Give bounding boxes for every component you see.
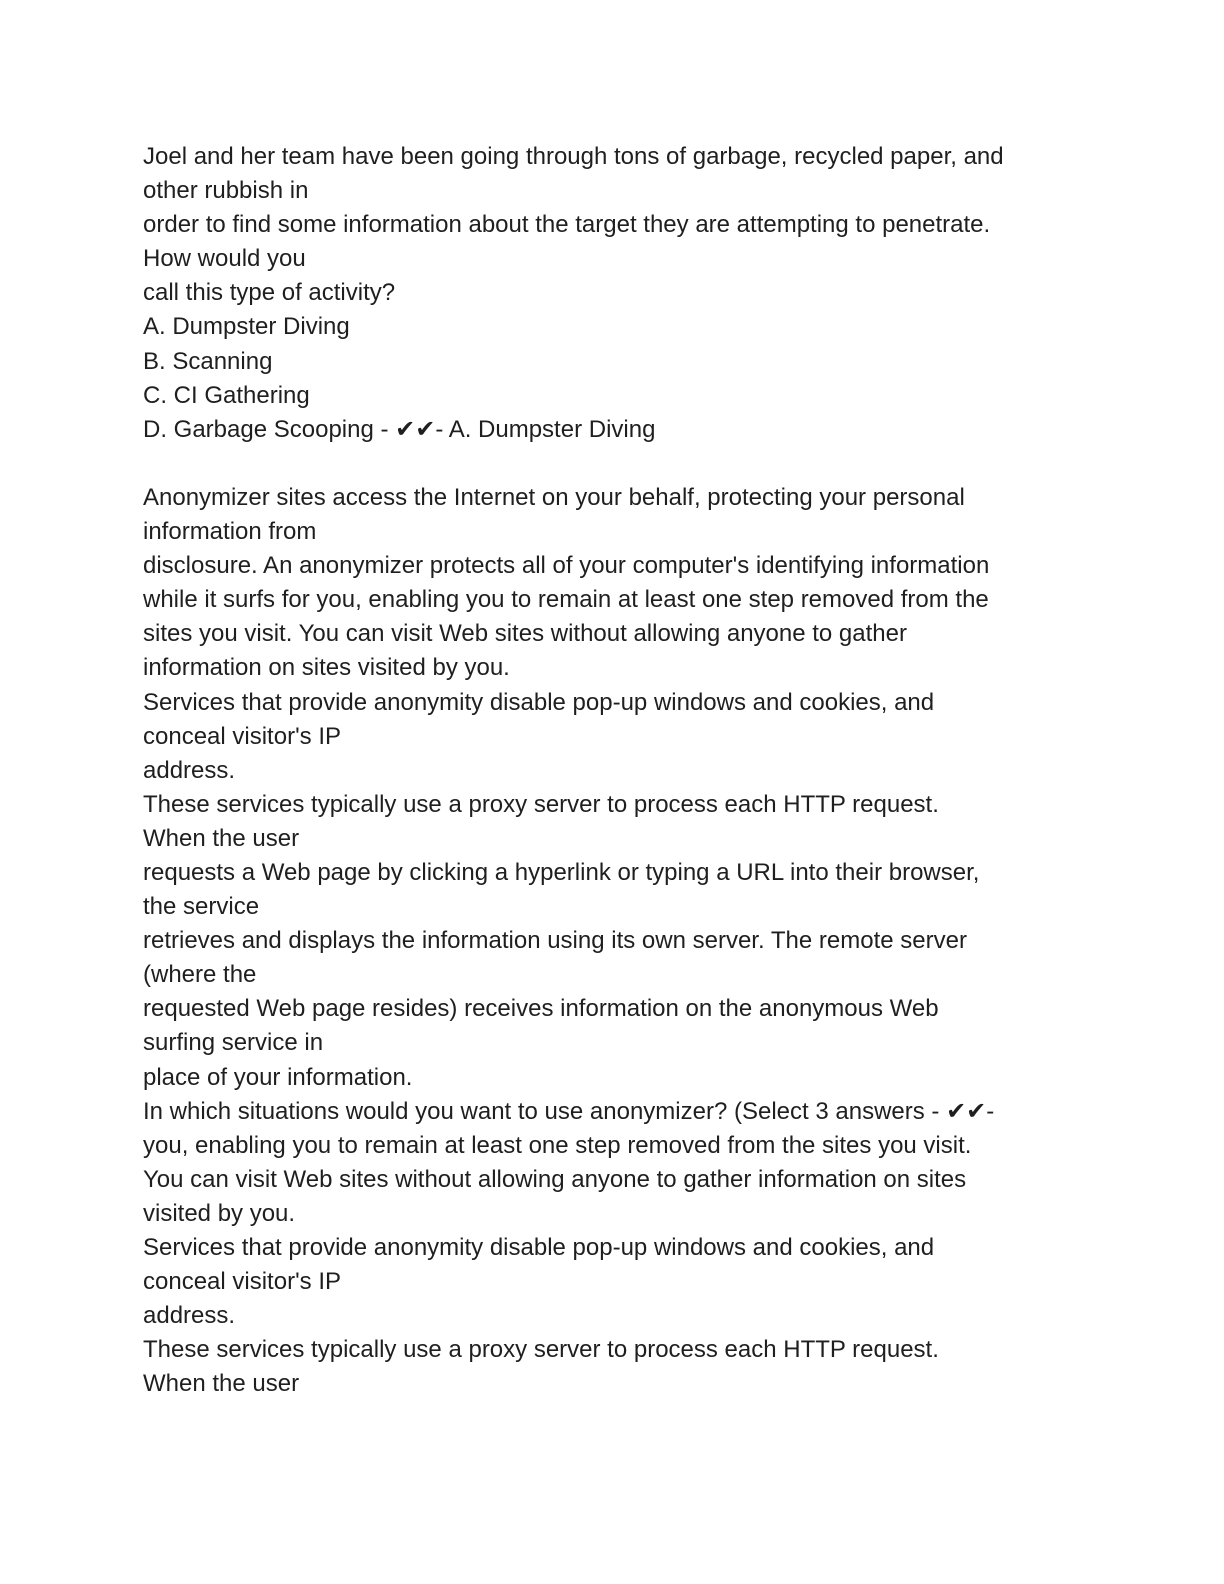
text-line: conceal visitor's IP [143, 722, 341, 750]
document-page [143, 140, 1103, 1401]
paragraph-gap [143, 447, 1103, 481]
text-line: address. [143, 756, 236, 784]
answer-option-c: C. CI Gathering [143, 381, 310, 409]
text-line: Services that provide anonymity disable pop-up windows and cookies, and [143, 1234, 935, 1261]
answer-option-d-with-answer: D. Garbage Scooping - ✔✔- A. Dumpster Diving [143, 415, 656, 443]
text-line: order to find some information about the target they are attempting to penetrate. [143, 211, 991, 239]
question-line: In which situations would you want to use anonymizer? (Select 3 answers - ✔✔- [143, 1097, 995, 1125]
text-line: You can visit Web sites without allowing anyone to gather information on sites [143, 1165, 967, 1193]
text-line: conceal visitor's IP [143, 1268, 341, 1296]
answer-option-a: A. Dumpster Diving [143, 313, 350, 341]
text-line: When the user [143, 824, 300, 852]
text-line: while it surfs for you, enabling you to remain at least one step removed from the [143, 586, 989, 614]
text-line: Anonymizer sites access the Internet on your behalf, protecting your personal [143, 483, 965, 511]
text-line: information from [143, 518, 317, 546]
text-line: How would you [143, 245, 306, 273]
text-line: retrieves and displays the information using its own server. The remote server [143, 927, 967, 955]
text-line: requested Web page resides) receives information on the anonymous Web [143, 995, 939, 1023]
text-line: These services typically use a proxy server to process each HTTP request. [143, 1336, 939, 1364]
text-line: the service [143, 893, 260, 921]
text-line: call this type of activity? [143, 279, 396, 307]
text-line: Joel and her team have been going through tons of garbage, recycled paper, and [143, 143, 1004, 170]
text-line: These services typically use a proxy server to process each HTTP request. [143, 790, 939, 818]
text-line: information on sites visited by you. [143, 654, 510, 682]
text-line: When the user [143, 1370, 300, 1398]
text-line: sites you visit. You can visit Web sites without allowing anyone to gather [143, 620, 907, 648]
text-line: surfing service in [143, 1029, 324, 1057]
text-line: address. [143, 1302, 236, 1330]
anonymizer-block [143, 481, 1103, 1402]
text-line: Services that provide anonymity disable pop-up windows and cookies, and [143, 688, 935, 716]
text-line: other rubbish in [143, 177, 309, 205]
text-line: place of your information. [143, 1063, 413, 1091]
question-block [143, 140, 1103, 447]
answer-option-b: B. Scanning [143, 347, 273, 375]
text-line: you, enabling you to remain at least one step removed from the sites you visit. [143, 1131, 972, 1159]
text-line: (where the [143, 961, 257, 989]
text-line: disclosure. An anonymizer protects all of your computer's identifying information [143, 552, 990, 580]
text-line: visited by you. [143, 1199, 296, 1227]
text-line: requests a Web page by clicking a hyperlink or typing a URL into their browser, [143, 858, 980, 886]
